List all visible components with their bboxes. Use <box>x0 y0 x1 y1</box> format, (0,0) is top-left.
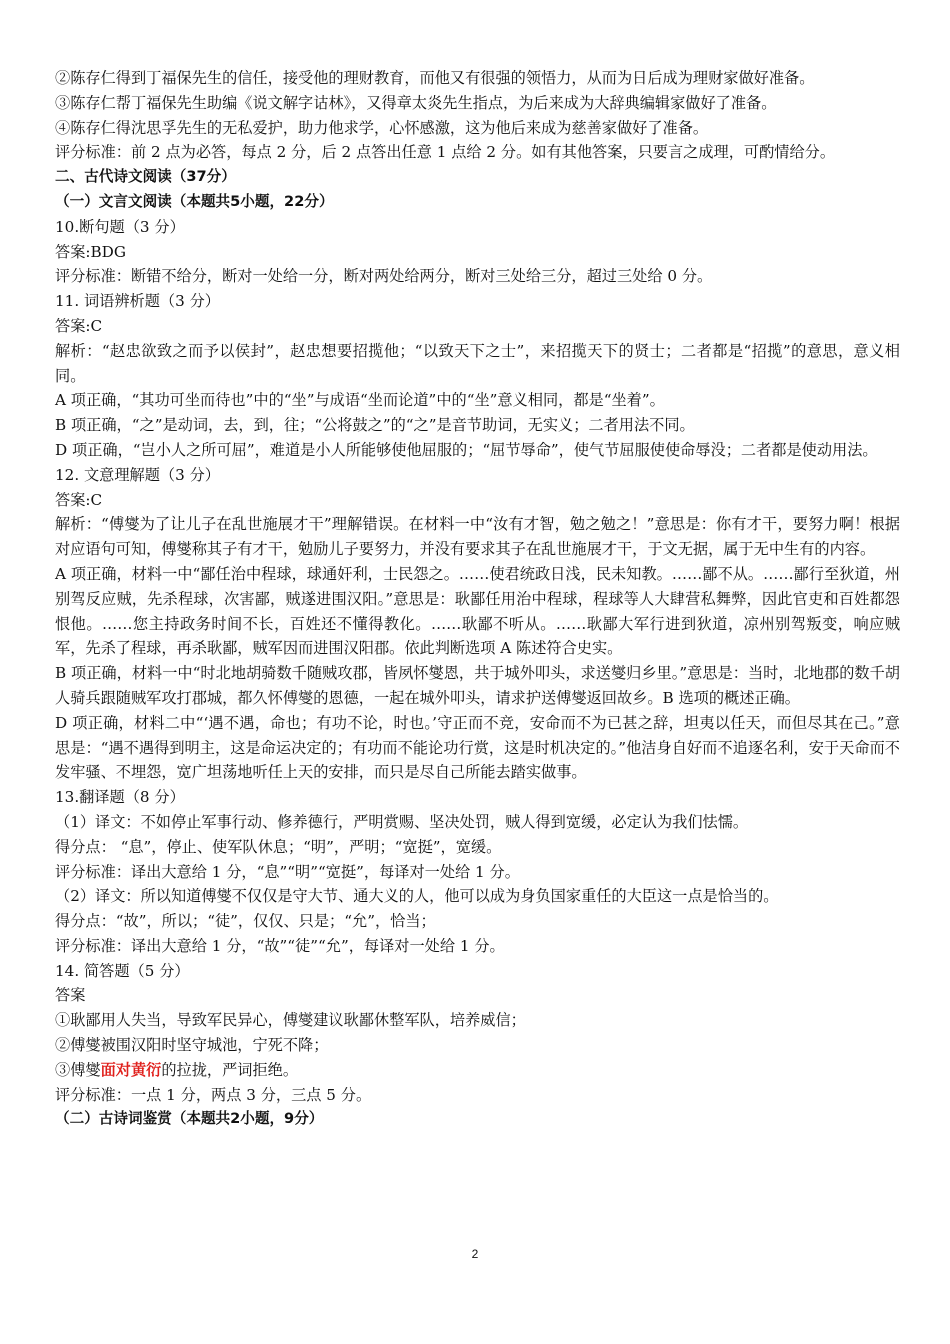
item-3-suffix: 的拉拢，严词拒绝。 <box>161 1060 298 1079</box>
question-12-answer: 答案:C <box>55 490 103 509</box>
question-13-title: 13.翻译题（8 分） <box>55 788 185 807</box>
question-10-criteria: 评分标准：断错不给分，断对一处给一分，断对两处给两分，断对三处给三分，超过三处给 0 分。 <box>55 267 713 286</box>
question-12-title: 12. 文意理解题（3 分） <box>55 465 220 484</box>
question-10-answer: 答案:BDG <box>55 242 126 261</box>
question-11-answer: 答案:C <box>55 316 103 335</box>
question-12-option-d: D 项正确，材料二中“‘遇不遇，命也；有功不论，时也。’守正而不竞，安命而不为已甚之辞，坦夷以任天，而但尽其在己。”意思是：“遇不遇得到明主，这是命运决定的；有功而不能论功行赏，这是时机决定的。”他洁身自好而不追逐名利，安于天命而不发牢骚、不埋怨，宽广坦荡地听任上天的安排，而只是尽自己所能去踏实做事。 <box>55 713 900 782</box>
question-13-translation-2: （2）译文：所以知道傅燮不仅仅是守大节、通大义的人，他可以成为身负国家重任的大臣这一点是恰当的。 <box>55 887 779 906</box>
question-10-title: 10.断句题（3 分） <box>55 217 185 236</box>
answer-point-4: ④陈存仁得沈思孚先生的无私爱护，助力他求学，心怀感激，这为他后来成为慈善家做好了准备。 <box>55 118 709 137</box>
subsection-heading: （一）文言文阅读（本题共5小题，22分） <box>55 192 334 210</box>
section-heading: 二、古代诗文阅读（37分） <box>55 168 236 186</box>
question-11-option-d: D 项正确，“岂小人之所可屈”，难道是小人所能够使他屈服的；“屈节辱命”，使气节屈服使使命辱没；二者都是使动用法。 <box>55 440 878 459</box>
question-11-analysis: 解析：“赵忠欲致之而予以侯封”，赵忠想要招揽他；“以致天下之士”，来招揽天下的贤士；二者都是“招揽”的意思，意义相同。 <box>55 341 900 385</box>
scoring-criteria: 评分标准：前 2 点为必答，每点 2 分，后 2 点答出任意 1 点给 2 分。如有其他答案，只要言之成理，可酌情给分。 <box>55 143 836 162</box>
answer-point-2: ②陈存仁得到丁福保先生的信任，接受他的理财教育，而他又有很强的领悟力，从而为日后成为理财家做好准备。 <box>55 69 815 87</box>
question-12-option-a: A 项正确，材料一中“鄙任治中程球，球通奸利，士民怨之。……使君统政日浅，民未知教。……鄙不从。……鄙行至狄道，州别驾反应贼，先杀程球，次害鄙，贼遂进围汉阳。”意思是：耿鄙任用治中程球，程球等人大肆营私舞弊，因此官吏和百姓都怨恨他。……您主持政务时间不长，百姓还不懂得教化。……耿鄙不听从。……耿鄙大军行进到狄道，凉州别驾叛变，响应贼军，先杀了程球，再杀耿鄙，贼军因而进围汉阳郡。依此判断选项 A 陈述符合史实。 <box>55 564 900 658</box>
question-13-keypoints-1: 得分点： “息”，停止、使军队休息；“明”，严明；“宽挺”，宽缓。 <box>55 837 502 856</box>
highlighted-phrase: 面对黄衍 <box>100 1060 162 1079</box>
question-14-criteria: 评分标准：一点 1 分，两点 3 分，三点 5 分。 <box>55 1085 372 1104</box>
question-14-item-3 <box>55 1058 900 1083</box>
question-14-item-2: ②傅燮被围汉阳时坚守城池，宁死不降； <box>55 1036 329 1055</box>
question-11-title: 11. 词语辨析题（3 分） <box>55 292 220 311</box>
question-13-translation-1: （1）译文：不如停止军事行动、修养德行，严明赏赐、坚决处罚，贼人得到宽缓，必定认为我们怯懦。 <box>55 812 749 831</box>
question-14-item-1: ①耿鄙用人失当，导致军民异心，傅燮建议耿鄙休整军队，培养威信； <box>55 1011 526 1030</box>
item-3-prefix: ③傅燮 <box>55 1060 101 1079</box>
question-14-answer-label: 答案 <box>55 986 86 1005</box>
question-14-title: 14. 简答题（5 分） <box>55 961 190 980</box>
page-number: 2 <box>471 1247 479 1261</box>
question-13-criteria-2: 评分标准：译出大意给 1 分，“故”“徒”“允”，每译对一处给 1 分。 <box>55 936 505 955</box>
question-11-option-a: A 项正确，“其功可坐而待也”中的“坐”与成语“坐而论道”中的“坐”意义相同，都是“坐着”。 <box>55 391 665 410</box>
question-12-option-b: B 项正确，材料一中“时北地胡骑数千随贼攻郡，皆夙怀燮恩，共于城外叩头，求送燮归乡里。”意思是：当时，北地郡的数千胡人骑兵跟随贼军攻打郡城，都久怀傅燮的恩德，一起在城外叩头，请求护送傅燮返回故乡。B 选项的概述正确。 <box>55 664 900 707</box>
document-body <box>55 66 900 1132</box>
question-12-analysis: 解析：“傅燮为了让儿子在乱世施展才干”理解错误。在材料一中“汝有才智，勉之勉之！”意思是：你有才干，要努力啊！根据对应语句可知，傅燮称其子有才干，勉励儿子要努力，并没有要求其子在乱世施展才干，于文无据，属于无中生有的内容。 <box>55 515 900 559</box>
question-13-criteria-1: 评分标准：译出大意给 1 分，“息”“明”“宽挺”，每译对一处给 1 分。 <box>55 862 520 881</box>
subsection-heading-poetry: （二）古诗词鉴赏（本题共2小题，9分） <box>55 1110 324 1128</box>
answer-point-3: ③陈存仁帮丁福保先生助编《说文解字诂林》，又得章太炎先生指点，为后来成为大辞典编辑家做好了准备。 <box>55 93 777 112</box>
question-11-option-b: B 项正确，“之”是动词，去，到，往；“公将鼓之”的“之”是音节助词，无实义；二者用法不同。 <box>55 416 695 435</box>
question-13-keypoints-2: 得分点：“故”，所以；“徒”，仅仅、只是；“允”，恰当； <box>55 912 436 931</box>
